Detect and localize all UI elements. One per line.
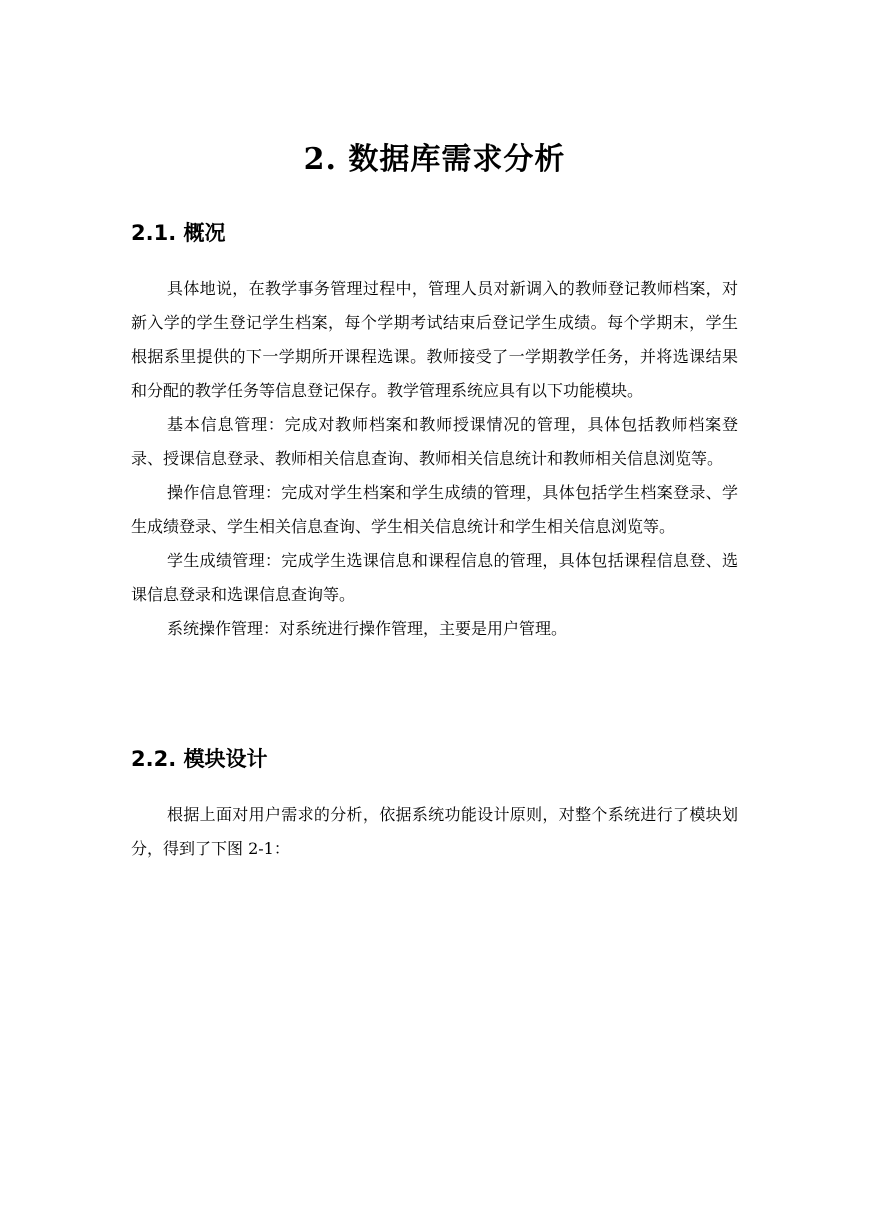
- section-heading-module-design: 2.2. 模块设计: [131, 747, 268, 771]
- section-heading-overview: 2.1. 概况: [131, 221, 226, 245]
- paragraph-module-design: 根据上面对用户需求的分析，依据系统功能设计原则，对整个系统进行了模块划分，得到了下图 2-1：: [131, 805, 738, 858]
- paragraph-system-operation-management: 系统操作管理：对系统进行操作管理，主要是用户管理。: [167, 619, 568, 638]
- paragraph-basic-info-management: 基本信息管理：完成对教师档案和教师授课情况的管理，具体包括教师档案登录、授课信息登录、教师相关信息查询、教师相关信息统计和教师相关信息浏览等。: [131, 415, 738, 468]
- paragraph-intro: 具体地说，在教学事务管理过程中，管理人员对新调入的教师登记教师档案，对新入学的学生登记学生档案，每个学期考试结束后登记学生成绩。每个学期末，学生根据系里提供的下一学期所开课程选课。教师接受了一学期教学任务，并将选课结果和分配的教学任务等信息登记保存。教学管理系统应具有以下功能模块。: [131, 279, 738, 400]
- paragraph-student-grade-management: 学生成绩管理：完成学生选课信息和课程信息的管理，具体包括课程信息登、选课信息登录和选课信息查询等。: [131, 551, 738, 604]
- section-body-module-design: [131, 798, 738, 866]
- paragraph-operation-info-management: 操作信息管理：完成对学生档案和学生成绩的管理，具体包括学生档案登录、学生成绩登录、学生相关信息查询、学生相关信息统计和学生相关信息浏览等。: [131, 483, 738, 536]
- section-body-overview: [131, 272, 738, 646]
- chapter-title: 2. 数据库需求分析: [303, 142, 566, 177]
